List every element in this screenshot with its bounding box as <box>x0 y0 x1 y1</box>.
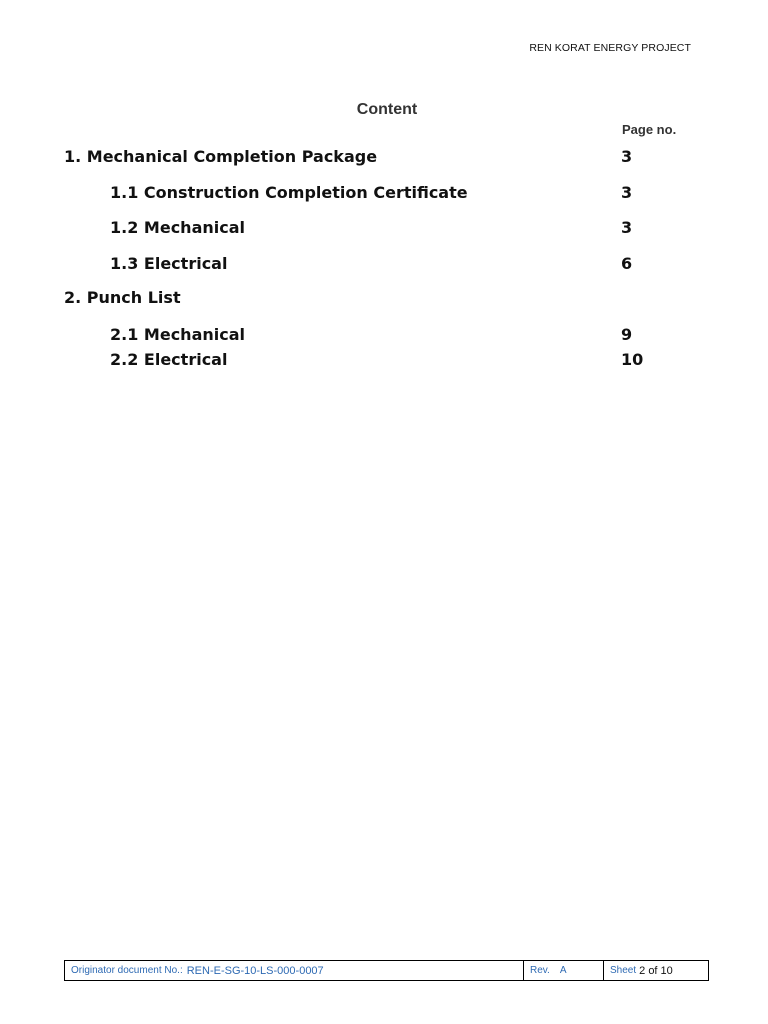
toc-entry <box>0 254 768 278</box>
footer-revision-value: A <box>559 965 567 976</box>
page-number-column-label: Page no. <box>622 122 677 137</box>
toc-entry-page: 9 <box>621 325 633 344</box>
toc-entry <box>0 288 768 312</box>
toc-entry-page: 3 <box>621 183 633 202</box>
toc-entry-label: 1. Mechanical Completion Package <box>64 147 378 166</box>
toc-title: Content <box>356 101 418 118</box>
footer-sheet-cell <box>604 961 708 980</box>
toc-entry-label: 1.2 Mechanical <box>110 218 245 237</box>
toc-entry <box>0 183 768 207</box>
toc-entry-label: 2. Punch List <box>64 288 181 307</box>
footer-document-label: Originator document No.: <box>71 965 183 976</box>
toc-entry-label: 2.1 Mechanical <box>110 325 245 344</box>
project-header: REN KORAT ENERGY PROJECT <box>529 42 691 54</box>
footer-document-number: REN-E-SG-10-LS-000-0007 <box>186 964 324 977</box>
toc-entry <box>0 218 768 242</box>
toc-entry <box>0 147 768 171</box>
toc-entry <box>0 350 768 374</box>
toc-entry <box>0 325 768 349</box>
footer-sheet-label: Sheet <box>610 965 637 976</box>
footer-revision-label: Rev. <box>530 965 550 976</box>
toc-entry-label: 2.2 Electrical <box>110 350 228 369</box>
toc-entry-page: 3 <box>621 147 633 166</box>
toc-entry-label: 1.1 Construction Completion Certificate <box>110 183 468 202</box>
toc-entry-page: 10 <box>621 350 644 369</box>
toc-entry-page: 3 <box>621 218 633 237</box>
footer-document-number-cell <box>65 961 524 980</box>
toc-entry-page: 6 <box>621 254 633 273</box>
footer-revision-cell <box>524 961 604 980</box>
toc-entry-label: 1.3 Electrical <box>110 254 228 273</box>
document-footer-table <box>64 960 709 981</box>
footer-sheet-value: 2 of 10 <box>639 964 673 977</box>
